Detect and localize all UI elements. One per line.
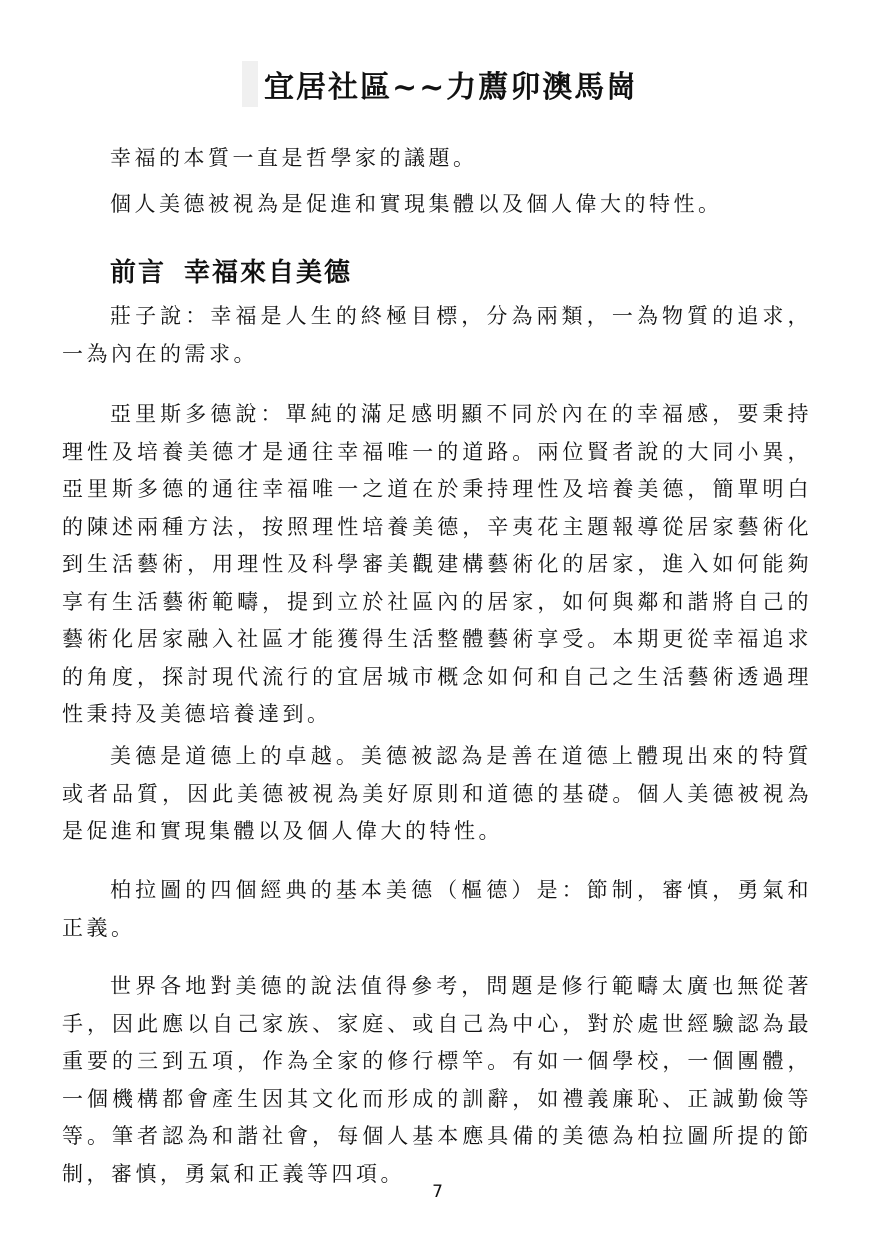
page-title: 宜居社區~~力薦卯澳馬崗: [264, 70, 639, 105]
body-paragraph-5: 世界各地對美德的說法值得參考，問題是修行範疇太廣也無從著手，因此應以自己家族、家庭、或自己為中心，對於處世經驗認為最重要的三到五項，作為全家的修行標竿。有如一個學校，一個團體，一個機構都會產生因其文化而形成的訓辭，如禮義廉恥、正誠勤儉等等。筆者認為和諧社會，每個人基本應具備的美德為柏拉圖所提的節制，審慎，勇氣和正義等四項。: [62, 974, 812, 1186]
body-paragraph-2: 亞里斯多德說：單純的滿足感明顯不同於內在的幸福感，要秉持理性及培養美德才是通往幸福唯一的道路。兩位賢者說的大同小異，亞里斯多德的通往幸福唯一之道在於秉持理性及培養美德，簡單明白的陳述兩種方法，按照理性培養美德，辛夷花主題報導從居家藝術化到生活藝術，用理性及科學審美觀建構藝術化的居家，進入如何能夠享有生活藝術範疇，提到立於社區內的居家，如何與鄰和諧將自己的藝術化居家融入社區才能獲得生活整體藝術享受。本期更從幸福追求的角度，探討現代流行的宜居城市概念如何和自己之生活藝術透過理性秉持及美德培養達到。: [62, 402, 812, 726]
intro-paragraph-1: 幸福的本質一直是哲學家的議題。: [110, 146, 478, 170]
section-heading: [110, 252, 352, 289]
intro-paragraph-2: 個人美德被視為是促進和實現集體以及個人偉大的特性。: [110, 192, 723, 216]
section-heading-label: 前言: [110, 258, 167, 288]
body-paragraph-1: 莊子說：幸福是人生的終極目標，分為兩類，一為物質的追求，一為內在的需求。: [62, 304, 812, 366]
body-paragraph-4: 柏拉圖的四個經典的基本美德（樞德）是：節制，審慎，勇氣和正義。: [62, 878, 812, 940]
title-block: [242, 60, 638, 108]
section-heading-text: 幸福來自美德: [184, 258, 353, 288]
body-paragraph-3: 美德是道德上的卓越。美德被認為是善在道德上體現出來的特質或者品質，因此美德被視為美好原則和道德的基礎。個人美德被視為是促進和實現集體以及個人偉大的特性。: [62, 744, 812, 843]
title-accent-bar: [242, 61, 258, 107]
page-number: 7: [432, 1182, 443, 1202]
